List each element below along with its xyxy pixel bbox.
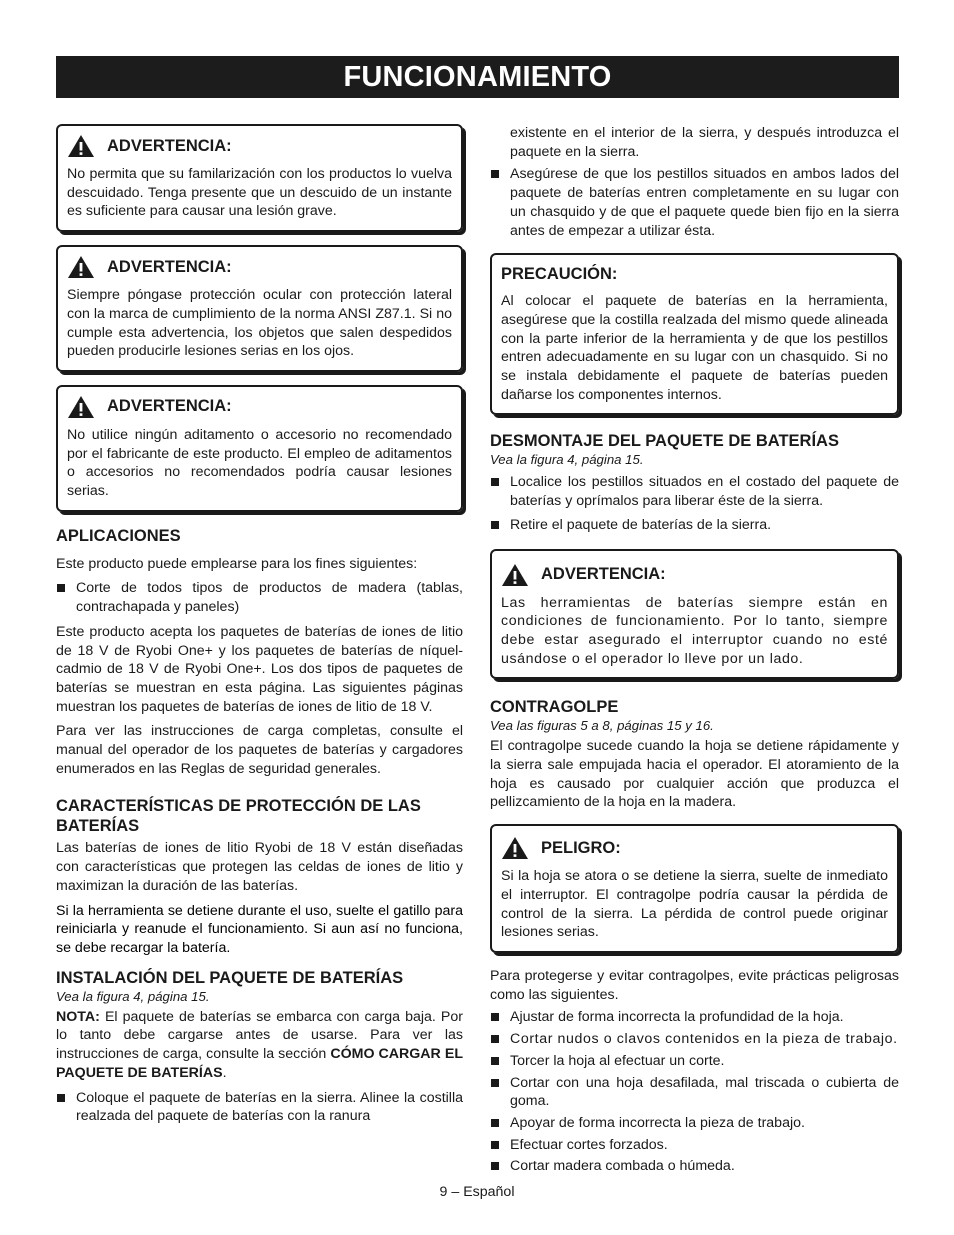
list-item-text: Corte de todos tipos de productos de madera (tablas, contrachapada y paneles) xyxy=(76,580,463,616)
caution-text: Al colocar el paquete de baterías en la herramienta, asegúrese que la costilla realzada del mismo quede alineada con la parte inferior de la herramienta y de que los pestillos entren adecuadamente en su lugar con un chasquido. Si no se instala debidamente el paquete de baterías pueden dañarse los componentes internos. xyxy=(501,293,888,403)
warning-text: Las herramientas de baterías siempre están en condiciones de funcionamiento. Por lo tanto, siempre debe estar asegurado el interruptor cuando no esté usándose o el operador lo lleve por un lado. xyxy=(501,594,888,667)
figure-reference: Vea la figura 4, página 15. xyxy=(490,452,644,468)
warning-triangle-icon xyxy=(67,134,95,158)
caution-box xyxy=(490,253,899,415)
warning-box xyxy=(490,549,899,680)
desmontaje-list xyxy=(490,473,899,534)
aplicaciones-intro: Este producto puede emplearse para los fines siguientes: xyxy=(56,555,418,572)
note-paragraph xyxy=(56,1008,463,1083)
warning-title-text: ADVERTENCIA: xyxy=(107,397,232,416)
list-item-text: Ajustar de forma incorrecta la profundidad de la hoja. xyxy=(510,1009,844,1026)
section-heading-caracteristicas: CARACTERÍSTICAS DE PROTECCIÓN DE LAS BATERÍAS xyxy=(56,797,421,836)
warning-title xyxy=(501,563,888,587)
warning-triangle-icon xyxy=(501,836,529,860)
bullet-square-icon xyxy=(491,1057,499,1065)
instalacion-list-continued xyxy=(490,124,899,161)
list-item-continuation xyxy=(490,124,899,161)
instalacion-list xyxy=(56,1089,463,1126)
page-footer: 9 – Español xyxy=(439,1184,515,1200)
figure-reference: Vea las figuras 5 a 8, páginas 15 y 16. xyxy=(490,718,714,734)
list-item-text: Cortar madera combada o húmeda. xyxy=(510,1158,735,1175)
warning-title xyxy=(67,134,452,158)
caracteristicas-paragraph: Si la herramienta se detiene durante el uso, suelte el gatillo para reiniciarla y reanude el funcionamiento. Si aun así no funciona, se debe recargar la batería. xyxy=(56,902,463,956)
warning-box xyxy=(56,245,463,372)
bullet-square-icon xyxy=(491,1035,499,1043)
proteger-list xyxy=(490,1008,899,1176)
bullet-square-icon xyxy=(491,170,499,178)
figure-reference: Vea la figura 4, página 15. xyxy=(56,988,210,1004)
warning-triangle-icon xyxy=(67,395,95,419)
section-heading-contragolpe: CONTRAGOLPE xyxy=(490,698,619,717)
warning-text: Siempre póngase protección ocular con protección lateral con la marca de cumplimiento de la norma ANSI Z87.1. Si no cumple esta advertencia, los objetos que salen despedidos pueden producirle lesiones serias en los ojos. xyxy=(67,287,452,360)
list-item xyxy=(490,1157,899,1176)
page-title: FUNCIONAMIENTO xyxy=(56,56,899,98)
instalacion-list xyxy=(490,165,899,240)
warning-title-text: ADVERTENCIA: xyxy=(107,257,232,276)
caution-title: PRECAUCIÓN: xyxy=(501,265,618,284)
bullet-square-icon xyxy=(491,1141,499,1149)
aplicaciones-paragraph: Este producto acepta los paquetes de baterías de iones de litio de 18 V de Ryobi One+ y los paquetes de baterías de níquel-cadmio de 18 V de Ryobi One+. Los dos tipos de paquetes de baterías se muestran en esta página. Las siguientes páginas muestran los paquetes de baterías de iones de litio de 18 V. xyxy=(56,623,463,715)
list-item-text: Asegúrese de que los pestillos situados en ambos lados del paquete de baterías entren completamente en su lugar con un chasquido y de que el paquete quede bien fijo en la sierra antes de empezar a utilizar ésta. xyxy=(510,166,899,239)
bullet-square-icon xyxy=(491,1013,499,1021)
bullet-square-icon xyxy=(57,1094,65,1102)
list-item-text: Cortar nudos o clavos contenidos en la pieza de trabajo. xyxy=(510,1031,898,1048)
list-item xyxy=(490,473,899,510)
danger-box xyxy=(490,824,899,953)
list-item xyxy=(490,516,899,535)
bullet-square-icon xyxy=(491,478,499,486)
warning-text: No utilice ningún aditamento o accesorio no recomendado por el fabricante de este producto. El empleo de aditamentos o accesorios no recomendados podría causar lesiones serias. xyxy=(67,426,452,500)
warning-title-text: ADVERTENCIA: xyxy=(541,565,666,584)
contragolpe-paragraph: El contragolpe sucede cuando la hoja se detiene rápidamente y la sierra sale empujada hacia el operador. El atoramiento de la hoja es causado por cualquier acción que produzca el pellizcamiento de la hoja en la madera. xyxy=(490,738,899,811)
right-column xyxy=(490,124,899,1176)
note-label: NOTA: xyxy=(56,1008,100,1025)
note-end: . xyxy=(222,1064,227,1081)
aplicaciones-list xyxy=(56,579,463,616)
proteger-intro: Para protegerse y evitar contragolpes, evite prácticas peligrosas como las siguientes. xyxy=(490,967,899,1003)
list-item-text: Cortar con una hoja desafilada, mal triscada o cubierta de goma. xyxy=(510,1074,899,1110)
bullet-square-icon xyxy=(491,521,499,529)
list-item xyxy=(490,1136,899,1155)
list-item xyxy=(490,1114,899,1133)
caracteristicas-paragraph: Las baterías de iones de litio Ryobi de 18 V están diseñadas con características que protegen las celdas de iones de litio y maximizan la duración de las baterías. xyxy=(56,840,463,894)
list-item-text: Torcer la hoja al efectuar un corte. xyxy=(510,1052,725,1069)
warning-box xyxy=(56,385,463,512)
list-item xyxy=(490,165,899,240)
list-item xyxy=(56,579,463,616)
warning-triangle-icon xyxy=(67,255,95,279)
danger-title xyxy=(501,836,888,860)
list-item-text: Retire el paquete de baterías de la sierra. xyxy=(510,516,772,533)
list-item xyxy=(490,1030,899,1049)
list-item-text: Efectuar cortes forzados. xyxy=(510,1136,668,1153)
aplicaciones-paragraph: Para ver las instrucciones de carga completas, consulte el manual del operador de los paquetes de baterías y cargadores enumerados en las Reglas de seguridad generales. xyxy=(56,723,463,777)
warning-text: No permita que su familarización con los productos lo vuelva descuidado. Tenga presente que un descuido de un instante es suficiente para causar una lesión grave. xyxy=(67,166,452,220)
warning-box xyxy=(56,124,463,232)
warning-title xyxy=(67,395,452,419)
list-item-text: Localice los pestillos situados en el costado del paquete de baterías y oprímalos para liberar éste de la sierra. xyxy=(510,474,899,510)
section-heading-aplicaciones: APLICACIONES xyxy=(56,526,181,545)
bullet-square-icon xyxy=(491,1162,499,1170)
bullet-square-icon xyxy=(491,1079,499,1087)
list-item xyxy=(56,1089,463,1126)
section-heading-desmontaje: DESMONTAJE DEL PAQUETE DE BATERÍAS xyxy=(490,432,839,451)
bullet-square-icon xyxy=(57,584,65,592)
list-item-text: Apoyar de forma incorrecta la pieza de trabajo. xyxy=(510,1114,805,1131)
left-column xyxy=(56,124,463,1126)
warning-title-text: ADVERTENCIA: xyxy=(107,136,232,155)
list-item xyxy=(490,1008,899,1027)
list-item xyxy=(490,1074,899,1111)
note-bold-ref: CÓMO CARGAR EL PAQUETE DE BATERÍAS xyxy=(56,1046,463,1081)
bullet-square-icon xyxy=(491,1119,499,1127)
list-item xyxy=(490,1052,899,1071)
list-item-text: Coloque el paquete de baterías en la sierra. Alinee la costilla realzada del paquete de baterías con la ranura xyxy=(76,1089,463,1125)
section-heading-instalacion: INSTALACIÓN DEL PAQUETE DE BATERÍAS xyxy=(56,968,404,987)
note-text: El paquete de baterías se embarca con carga baja. Por lo tanto debe cargarse antes de usarse. Para ver las instrucciones de carga, consulte la sección xyxy=(56,1008,463,1063)
danger-title-text: PELIGRO: xyxy=(541,838,621,857)
danger-text: Si la hoja se atora o se detiene la sierra, suelte de inmediato el interruptor. El contragolpe podría causar la pérdida de control de la sierra. La pérdida de control puede originar lesiones serias. xyxy=(501,868,888,941)
warning-triangle-icon xyxy=(501,563,529,587)
list-item-text: existente en el interior de la sierra, y después introduzca el paquete en la sierra. xyxy=(510,125,899,160)
warning-title xyxy=(67,255,452,279)
